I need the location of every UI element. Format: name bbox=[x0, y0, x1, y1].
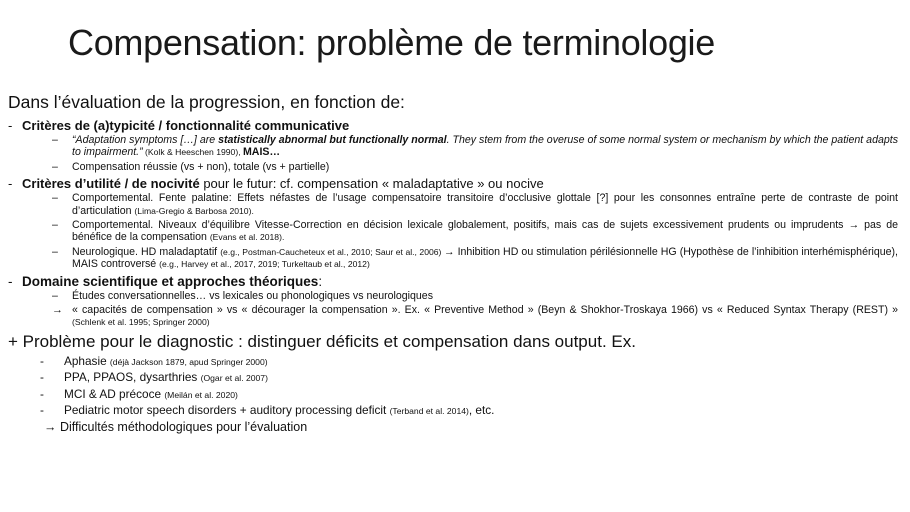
list-item: – Neurologique. HD maladaptatif (e.g., Postman-Caucheteux et al., 2010; Saur et al., 2006) → Inhibition HD ou stimulation périlésionnelle HG (Hypothèse de l’inhibition interhémisphérique), MAIS controversé (e.g., Harvey et al., 2017, 2019; Turkeltaub et al., 2012) bbox=[52, 245, 898, 271]
diagnostic-items bbox=[8, 354, 898, 436]
section-items bbox=[22, 134, 898, 173]
bullet-dash: - bbox=[40, 370, 44, 385]
list-item: - MCI & AD précoce (Meilán et al. 2020) bbox=[40, 386, 238, 401]
bullet-dash: - bbox=[8, 176, 13, 192]
citation: (Ogar et al. 2007) bbox=[200, 373, 268, 384]
section-heading: Critères d’utilité / de nocivité bbox=[22, 176, 200, 192]
bullet-dash: – bbox=[52, 192, 58, 205]
bullet-dash: – bbox=[52, 160, 58, 173]
list-item: – Compensation réussie (vs + non), totale (vs + partielle) bbox=[52, 160, 330, 173]
emphasis-text: statistically abnormal but functionally normal bbox=[218, 134, 447, 146]
section-utilite: - Critères d’utilité / de nocivité pour le futur: cf. compensation « maladaptative » ou nocive – Comportemental. Fente palatine: Effets néfastes de l’usage compensatoire transitoire d’occlusive glottale [?] pour les consonnes entraîne perte de contraste de point d’articulation (Lima-Gregio & Barbosa 2010). – Comportemental. Niveaux d’équilibre Vitesse-Correction en décision lexicale globalement, positifs, mais cas de sujets excessivement prudents ou imprudents → pas de bénéfice de la compensation (Evans et al. 2018). – Neurologique. HD maladaptatif (e.g., Postman-Caucheteux et al., 2010; Saur et al., 2006) → Inhibition HD ou stimulation périlésionnelle HG (Hypothèse de l’inhibition interhémisphérique), MAIS controversé (e.g., Harvey et al., 2017, 2019; Turkeltaub et al., 2012) bbox=[8, 176, 898, 271]
section-items bbox=[22, 192, 898, 270]
section-typicite bbox=[8, 117, 898, 173]
bullet-dash: – bbox=[52, 134, 58, 146]
citation: (e.g., Postman-Caucheteux et al., 2010; Saur et al., 2006) bbox=[220, 246, 444, 257]
list-item: – Études conversationnelles… vs lexicales ou phonologiques vs neurologiques bbox=[52, 289, 433, 302]
bullet-dash: – bbox=[52, 219, 58, 232]
section-heading: Critères de (a)typicité / fonctionnalité communicative bbox=[22, 118, 350, 133]
bullet-dash: - bbox=[40, 386, 44, 401]
intro-text: Dans l’évaluation de la progression, en fonction de: bbox=[8, 92, 405, 112]
bullet-dash: - bbox=[8, 118, 13, 133]
bullet-dash: – bbox=[52, 289, 58, 302]
bullet-dash: - bbox=[40, 403, 44, 418]
bullet-dash: - bbox=[8, 273, 13, 289]
citation: (e.g., Harvey et al., 2017, 2019; Turkeltaub et al., 2012) bbox=[159, 259, 370, 270]
list-item: – Comportemental. Niveaux d’équilibre Vitesse-Correction en décision lexicale globalement, positifs, mais cas de sujets excessivement prudents ou imprudents → pas de bénéfice de la compensation (Evans et al. 2018). bbox=[52, 219, 898, 244]
arrow-icon: → bbox=[52, 304, 63, 317]
list-item: – Comportemental. Fente palatine: Effets néfastes de l’usage compensatoire transitoire d’occlusive glottale [?] pour les consonnes entraîne perte de contraste de point d’articulation (Lima-Gregio & Barbosa 2010). bbox=[52, 192, 898, 217]
section-domaine: - Domaine scientifique et approches théoriques: – Études conversationnelles… vs lexicales ou phonologiques vs neurologiques → « capacités de compensation » vs « décourager la compensation ». Ex. « Preventive Method » (Beyn & Shokhor-Troskaya 1966) vs « Reduced Syntax Therapy (REST) » (Schlenk et al. 1995; Springer 2000) bbox=[8, 273, 898, 328]
citation: (déjà Jackson 1879, apud Springer 2000) bbox=[109, 356, 268, 367]
section-heading: Domaine scientifique et approches théoriques bbox=[22, 273, 319, 289]
list-item: → « capacités de compensation » vs « décourager la compensation ». Ex. « Preventive Method » (Beyn & Shokhor-Troskaya 1966) vs « Reduced Syntax Therapy (REST) » (Schlenk et al. 1995; Springer 2000) bbox=[52, 304, 898, 328]
slide-content bbox=[8, 92, 898, 435]
arrow-icon: → bbox=[848, 219, 860, 232]
arrow-icon: → bbox=[443, 245, 455, 258]
section-items bbox=[22, 290, 898, 329]
bullet-dash: – bbox=[52, 245, 58, 258]
list-item: - Pediatric motor speech disorders + auditory processing deficit (Terband et al. 2014), etc. bbox=[40, 403, 495, 418]
citation: (Meilán et al. 2020) bbox=[164, 389, 238, 400]
diagnostic-heading: + Problème pour le diagnostic : distinguer déficits et compensation dans output. Ex. bbox=[8, 331, 636, 351]
arrow-icon: → bbox=[44, 419, 57, 434]
citation: (Schlenk et al. 1995; Springer 2000) bbox=[72, 317, 210, 328]
list-item: - Aphasie (déjà Jackson 1879, apud Springer 2000) bbox=[40, 353, 268, 368]
citation: (Terband et al. 2014) bbox=[389, 406, 469, 417]
citation: (Kolk & Heeschen 1990), bbox=[142, 147, 243, 158]
citation: (Evans et al. 2018). bbox=[209, 232, 285, 243]
list-item: - PPA, PPAOS, dysarthries (Ogar et al. 2007) bbox=[40, 370, 268, 385]
conclusion-item: → Difficultés méthodologiques pour l’évaluation bbox=[44, 419, 308, 434]
list-item: – “Adaptation symptoms […] are statistically abnormal but functionally normal. They stem from the overuse of some normal system or mechanism by which the patient adapts to impairment.” (Kolk & Heeschen 1990), MAIS… bbox=[52, 134, 898, 159]
bullet-dash: - bbox=[40, 353, 44, 368]
slide-title: Compensation: problème de terminologie bbox=[68, 22, 715, 63]
citation: (Lima-Gregio & Barbosa 2010). bbox=[134, 205, 254, 216]
